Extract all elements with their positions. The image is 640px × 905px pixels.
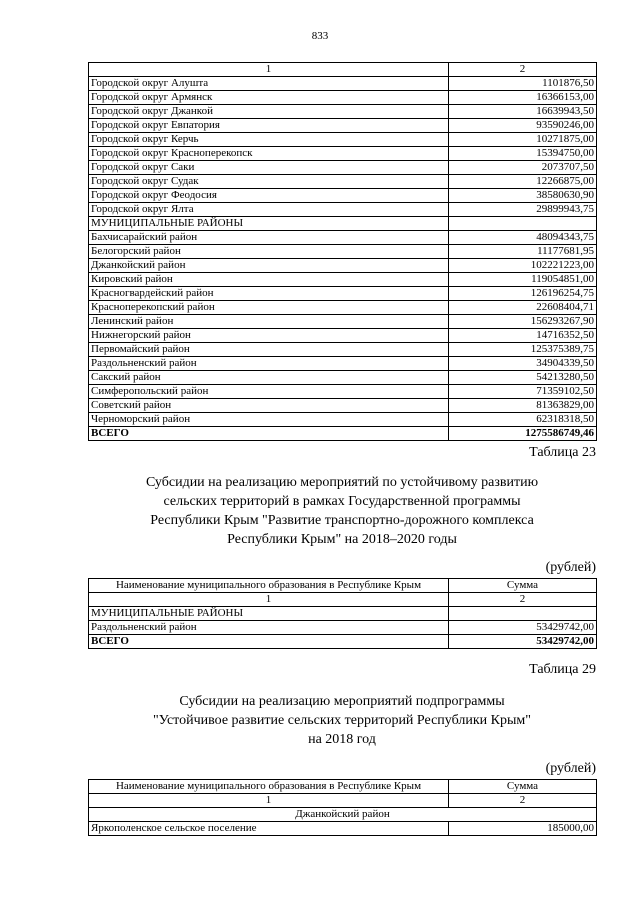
row-name: Городской округ Красноперекопск — [89, 147, 449, 161]
header-number-row — [89, 63, 597, 77]
column-header-name: Наименование муниципального образования в Республике Крым — [89, 780, 449, 794]
total-label: ВСЕГО — [89, 427, 449, 441]
title-line: Субсидии на реализацию мероприятий подпрограммы — [179, 694, 505, 709]
row-value: 2073707,50 — [449, 161, 597, 175]
row-value: 1101876,50 — [449, 77, 597, 91]
row-name: Сакский район — [89, 371, 449, 385]
row-name: Бахчисарайский район — [89, 231, 449, 245]
row-name: Нижнегорский район — [89, 329, 449, 343]
title-line: Республики Крым" на 2018–2020 годы — [227, 532, 457, 547]
row-value: 38580630,90 — [449, 189, 597, 203]
row-value — [449, 607, 597, 621]
row-name: Городской округ Судак — [89, 175, 449, 189]
table-municipal-subsidies — [88, 62, 597, 441]
row-value: 81363829,00 — [449, 399, 597, 413]
table-row — [89, 217, 597, 231]
row-name: Городской округ Евпатория — [89, 119, 449, 133]
row-value: 16366153,00 — [449, 91, 597, 105]
table-row — [89, 385, 597, 399]
row-name: Яркополенское сельское поселение — [89, 822, 449, 836]
row-value: 11177681,95 — [449, 245, 597, 259]
row-name: Городской округ Ялта — [89, 203, 449, 217]
row-value: 16639943,50 — [449, 105, 597, 119]
table-row — [89, 607, 597, 621]
row-name: Ленинский район — [89, 315, 449, 329]
section-title-29 — [88, 692, 596, 749]
table-row — [89, 231, 597, 245]
table-row — [89, 189, 597, 203]
table-row — [89, 273, 597, 287]
table-row — [89, 301, 597, 315]
row-name: Городской округ Алушта — [89, 77, 449, 91]
title-line: Субсидии на реализацию мероприятий по устойчивому развитию — [145, 475, 539, 490]
table-row — [89, 329, 597, 343]
column-header-row — [89, 579, 597, 593]
row-value: 102221223,00 — [449, 259, 597, 273]
header-number-row — [89, 794, 597, 808]
table-row — [89, 77, 597, 91]
row-value: 10271875,00 — [449, 133, 597, 147]
row-value — [449, 217, 597, 231]
table-29 — [88, 779, 597, 836]
title-line: на 2018 год — [308, 732, 376, 747]
row-value: 22608404,71 — [449, 301, 597, 315]
row-name: Черноморский район — [89, 413, 449, 427]
row-value: 48094343,75 — [449, 231, 597, 245]
table-row — [89, 399, 597, 413]
row-name: Первомайский район — [89, 343, 449, 357]
row-name: Симферопольский район — [89, 385, 449, 399]
row-value: 119054851,00 — [449, 273, 597, 287]
unit-label: (рублей) — [545, 761, 596, 776]
table-row — [89, 203, 597, 217]
column-number-2: 2 — [449, 794, 597, 808]
row-value: 12266875,00 — [449, 175, 597, 189]
row-value: 185000,00 — [449, 822, 597, 836]
row-name: Городской округ Саки — [89, 161, 449, 175]
column-number-2: 2 — [449, 63, 597, 77]
table-row — [89, 133, 597, 147]
column-header-sum: Сумма — [449, 579, 597, 593]
table-caption-29: Таблица 29 — [529, 662, 596, 677]
title-line: Республики Крым "Развитие транспортно-дорожного комплекса — [150, 513, 534, 528]
column-number-1: 1 — [89, 794, 449, 808]
row-value: 62318318,50 — [449, 413, 597, 427]
column-header-name: Наименование муниципального образования в Республике Крым — [89, 579, 449, 593]
table-row — [89, 343, 597, 357]
table-row — [89, 371, 597, 385]
row-value: 93590246,00 — [449, 119, 597, 133]
total-value: 53429742,00 — [449, 635, 597, 649]
table-row — [89, 175, 597, 189]
table-row — [89, 357, 597, 371]
row-name: Красноперекопский район — [89, 301, 449, 315]
table-row — [89, 105, 597, 119]
row-name: Городской округ Феодосия — [89, 189, 449, 203]
row-value: 34904339,50 — [449, 357, 597, 371]
header-number-row — [89, 593, 597, 607]
row-name: Городской округ Керчь — [89, 133, 449, 147]
row-value: 125375389,75 — [449, 343, 597, 357]
table-row — [89, 91, 597, 105]
table-23 — [88, 578, 597, 649]
row-value: 15394750,00 — [449, 147, 597, 161]
row-name: Джанкойский район — [89, 259, 449, 273]
row-value: 156293267,90 — [449, 315, 597, 329]
column-number-1: 1 — [89, 593, 449, 607]
row-name: Городской округ Армянск — [89, 91, 449, 105]
table-row — [89, 315, 597, 329]
row-name: Белогорский район — [89, 245, 449, 259]
total-row — [89, 427, 597, 441]
total-label: ВСЕГО — [89, 635, 449, 649]
total-value: 1275586749,46 — [449, 427, 597, 441]
row-value: 126196254,75 — [449, 287, 597, 301]
row-name: Раздольненский район — [89, 357, 449, 371]
table-row — [89, 119, 597, 133]
row-name: Кировский район — [89, 273, 449, 287]
row-name: Раздольненский район — [89, 621, 449, 635]
row-name: Городской округ Джанкой — [89, 105, 449, 119]
title-line: сельских территорий в рамках Государственной программы — [163, 494, 521, 509]
section-title-23 — [88, 473, 596, 549]
unit-label: (рублей) — [545, 560, 596, 575]
table-row — [89, 822, 597, 836]
total-row — [89, 635, 597, 649]
row-value: 71359102,50 — [449, 385, 597, 399]
row-value: 54213280,50 — [449, 371, 597, 385]
column-number-2: 2 — [449, 593, 597, 607]
column-number-1: 1 — [89, 63, 449, 77]
group-label: Джанкойский район — [89, 808, 597, 822]
row-name: МУНИЦИПАЛЬНЫЕ РАЙОНЫ — [89, 607, 449, 621]
table-caption-23: Таблица 23 — [529, 445, 596, 460]
column-header-row — [89, 780, 597, 794]
table-row — [89, 245, 597, 259]
table-row — [89, 147, 597, 161]
row-name: МУНИЦИПАЛЬНЫЕ РАЙОНЫ — [89, 217, 449, 231]
table-row — [89, 287, 597, 301]
row-name: Красногвардейский район — [89, 287, 449, 301]
row-name: Советский район — [89, 399, 449, 413]
row-value: 53429742,00 — [449, 621, 597, 635]
group-row — [89, 808, 597, 822]
table-row — [89, 161, 597, 175]
table-row — [89, 259, 597, 273]
table-row — [89, 413, 597, 427]
column-header-sum: Сумма — [449, 780, 597, 794]
title-line: "Устойчивое развитие сельских территорий Республики Крым" — [153, 713, 531, 728]
page-number: 833 — [311, 30, 329, 42]
row-value: 14716352,50 — [449, 329, 597, 343]
row-value: 29899943,75 — [449, 203, 597, 217]
table-row — [89, 621, 597, 635]
